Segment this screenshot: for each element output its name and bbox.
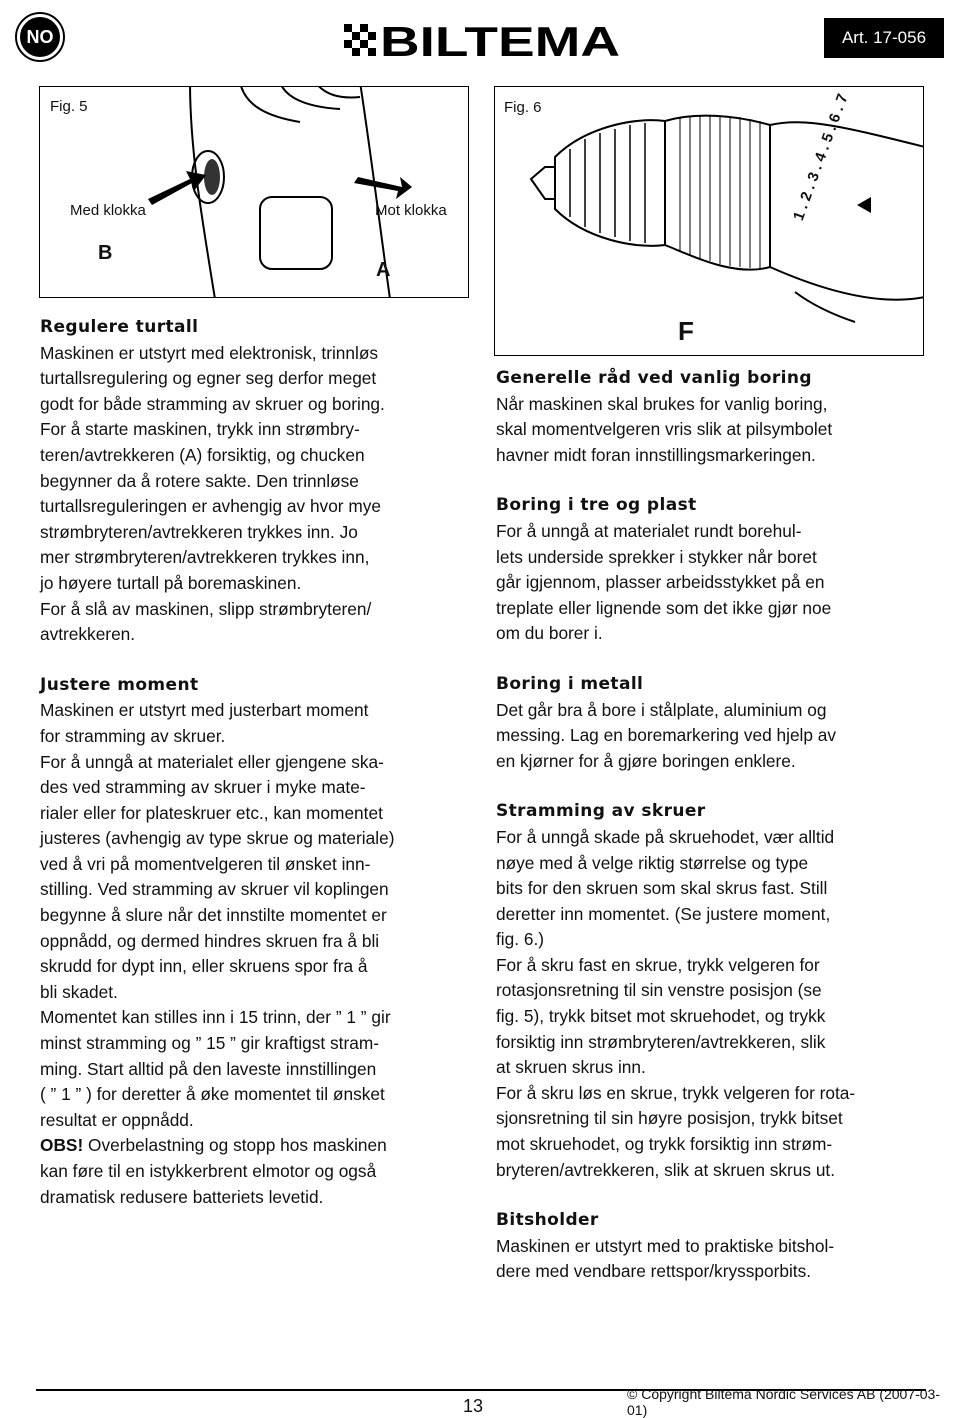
text-line: mot skruehodet, og trykk forsiktig inn strøm-	[496, 1134, 833, 1155]
text-line: rotasjonsretning til sin venstre posisjon (se	[496, 980, 822, 1001]
text-line: jo høyere turtall på boremaskinen.	[40, 572, 302, 593]
text-line: lets underside sprekker i stykker når boret	[496, 546, 817, 567]
fig5-label: Fig. 5	[50, 98, 88, 115]
text-line: skrudd for dypt inn, eller skruens spor fra å	[40, 956, 368, 977]
text-line: fig. 6.)	[496, 929, 545, 950]
fig5-letter-b: B	[98, 242, 113, 264]
text-line: forsiktig inn strømbryteren/avtrekkeren, slik	[496, 1031, 826, 1052]
torque-scale: 1 . 2 . 3 . 4 . 5 . 6 . 7	[790, 91, 852, 223]
text-line: ved å vri på momentvelgeren til ønsket inn-	[40, 853, 371, 874]
text-line	[40, 1133, 470, 1159]
text-line: mer strømbryteren/avtrekkeren trykkes inn,	[40, 547, 370, 568]
text-line: går igjennom, plasser arbeidsstykket på en	[496, 572, 825, 593]
text-line: bryteren/avtrekkeren, slik at skruen skrus ut.	[496, 1159, 836, 1180]
fig5-counterclockwise-label: Mot klokka	[375, 202, 447, 219]
text-line: bits for den skruen som skal skrus fast. Still	[496, 878, 828, 899]
text-line: dramatisk redusere batteriets levetid.	[40, 1186, 324, 1207]
obs-text: Overbelastning og stopp hos maskinen	[83, 1135, 387, 1156]
text-line: sjonsretning til sin høyre posisjon, trykk bitset	[496, 1108, 843, 1129]
copyright-notice: © Copyright Biltema Nordic Services AB (2007-03-01)	[627, 1386, 940, 1418]
fig5-letter-a: A	[376, 259, 391, 281]
section-title-justere-moment: Justere moment	[40, 674, 199, 695]
figure-5	[39, 86, 469, 298]
text-line: For å unngå at materialet eller gjengene ska-	[40, 751, 384, 772]
language-badge: NO	[17, 14, 63, 60]
text-line: avtrekkeren.	[40, 624, 136, 645]
section-title-boring-metall: Boring i metall	[496, 673, 644, 694]
text-line: oppnådd, og dermed hindres skruen fra å bli	[40, 930, 380, 951]
text-line: des ved stramming av skruer i myke mate-	[40, 777, 366, 798]
text-line: resultat er oppnådd.	[40, 1109, 194, 1130]
drill-handle-illustration	[40, 87, 469, 298]
text-line: ming. Start alltid på den laveste innstillingen	[40, 1058, 377, 1079]
section-title-generelle-rad: Generelle råd ved vanlig boring	[496, 368, 812, 388]
text-line: Det går bra å bore i stålplate, aluminium og	[496, 699, 827, 720]
text-line: messing. Lag en boremarkering ved hjelp av	[496, 725, 837, 746]
text-line: For å starte maskinen, trykk inn strømbry-	[40, 419, 360, 440]
text-line: at skruen skrus inn.	[496, 1057, 646, 1078]
text-line: justeres (avhengig av type skrue og materiale)	[40, 828, 395, 849]
section-title-boring-tre-plast: Boring i tre og plast	[496, 495, 697, 516]
text-line: for stramming av skruer.	[40, 725, 226, 746]
fig5-clockwise-label: Med klokka	[70, 202, 146, 219]
text-line: godt for både stramming av skruer og boring.	[40, 393, 385, 414]
text-line: dere med vendbare rettspor/kryssporbits.	[496, 1261, 812, 1282]
left-column	[40, 315, 470, 1210]
text-line: For å slå av maskinen, slipp strømbryteren/	[40, 598, 372, 619]
text-line: deretter inn momentet. (Se justere moment,	[496, 903, 831, 924]
text-line: Momentet kan stilles inn i 15 trinn, der ” 1 ” gir	[40, 1007, 391, 1028]
right-column	[496, 366, 926, 1285]
text-line: Maskinen er utstyrt med justerbart moment	[40, 700, 369, 721]
text-line: turtallsreguleringen er avhengig av hvor mye	[40, 496, 382, 517]
text-line: Når maskinen skal brukes for vanlig boring,	[496, 393, 828, 414]
fig6-label: Fig. 6	[504, 99, 542, 116]
text-line: Maskinen er utstyrt med to praktiske bitshol-	[496, 1235, 835, 1256]
text-line: kan føre til en istykkerbrent elmotor og også	[40, 1161, 377, 1181]
text-line: For å unngå at materialet rundt borehul-	[496, 520, 802, 541]
section-title-stramming-skruer: Stramming av skruer	[496, 801, 706, 822]
text-line: begynner da å rotere sakte. Den trinnløse	[40, 470, 359, 491]
figure-6	[494, 86, 924, 356]
text-line: rialer eller for plateskruer etc., kan momentet	[40, 802, 383, 823]
text-line: begynne å slure når det innstilte momentet er	[40, 905, 387, 926]
text-line: stilling. Ved stramming av skruer vil koplingen	[40, 879, 389, 900]
fig6-letter-f: F	[678, 316, 694, 346]
text-line: en kjørner for å gjøre boringen enklere.	[496, 750, 796, 771]
text-line: Maskinen er utstyrt med elektronisk, trinnløs	[40, 342, 379, 363]
text-line: teren/avtrekkeren (A) forsiktig, og chucken	[40, 444, 365, 465]
text-line: ( ” 1 ” ) for deretter å øke momentet til ønsket	[40, 1084, 385, 1105]
section-title-regulere-turtall: Regulere turtall	[40, 317, 199, 337]
text-line: turtallsregulering og egner seg derfor meget	[40, 368, 377, 389]
text-line: treplate eller lignende som det ikke gjør noe	[496, 597, 832, 618]
text-line: For å skru fast en skrue, trykk velgeren for	[496, 954, 820, 975]
text-line: skal momentvelgeren vris slik at pilsymbolet	[496, 419, 833, 440]
text-line: strømbryteren/avtrekkeren trykkes inn. Jo	[40, 521, 358, 542]
text-line: For å unngå skade på skruehodet, vær alltid	[496, 826, 835, 847]
article-number: Art. 17-056	[824, 18, 944, 58]
biltema-logo	[344, 20, 620, 58]
drill-chuck-illustration	[495, 87, 924, 356]
text-line: nøye med å velge riktig størrelse og type	[496, 852, 809, 873]
section-title-bitsholder: Bitsholder	[496, 1210, 599, 1231]
text-line: bli skadet.	[40, 981, 118, 1002]
text-line: For å skru løs en skrue, trykk velgeren for rota-	[496, 1082, 856, 1103]
text-line: minst stramming og ” 15 ” gir kraftigst stram-	[40, 1033, 379, 1054]
text-line: fig. 5), trykk bitset mot skruehodet, og trykk	[496, 1006, 826, 1027]
page-number: 13	[463, 1396, 484, 1416]
text-line: om du borer i.	[496, 623, 603, 644]
logo-text: BILTEMA	[380, 20, 620, 58]
obs-label: OBS!	[40, 1135, 84, 1156]
text-line: havner midt foran innstillingsmarkeringen.	[496, 444, 816, 465]
